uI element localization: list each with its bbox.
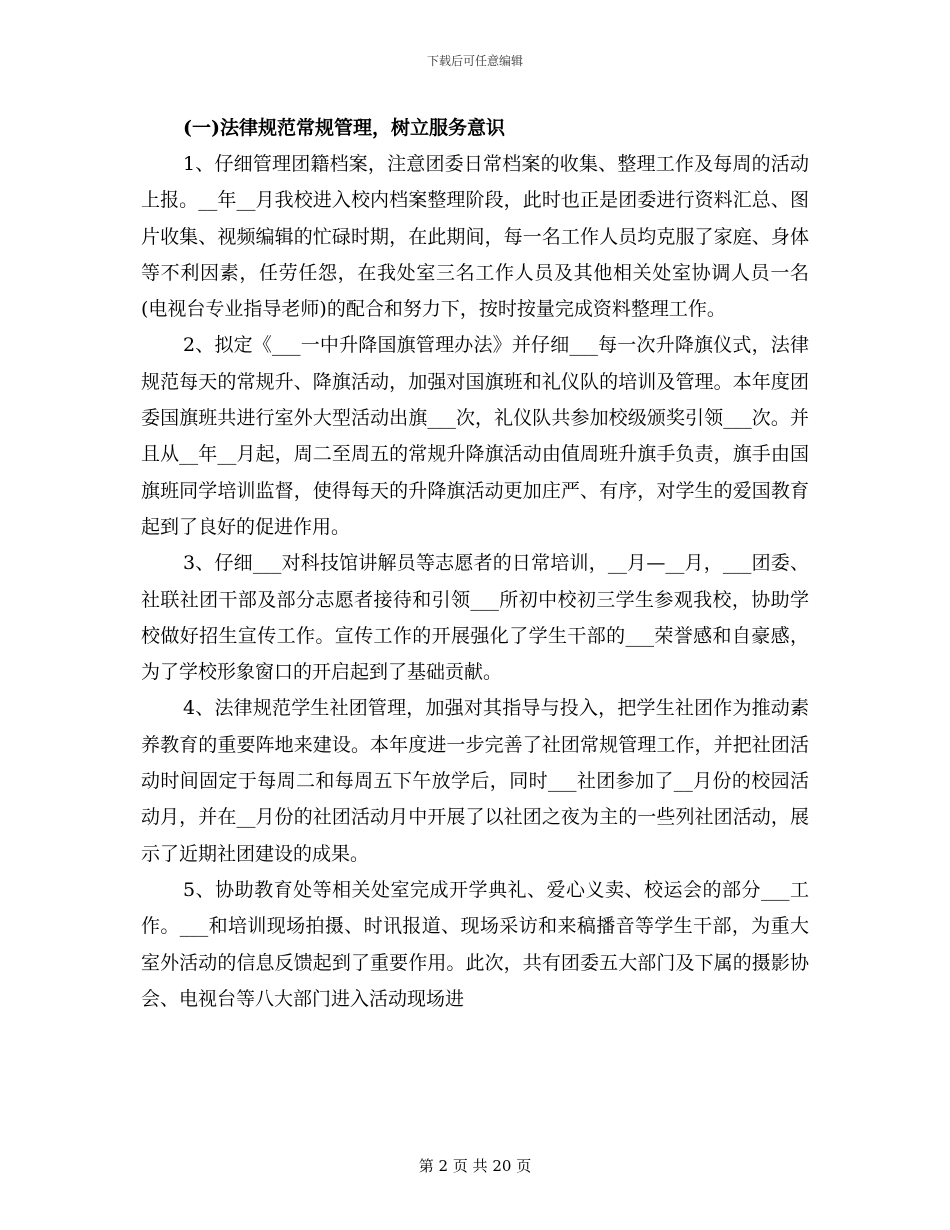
paragraph-4: 4、法律规范学生社团管理，加强对其指导与投入，把学生社团作为推动素养教育的重要阵地来建设。本年度进一步完善了社团常规管理工作，并把社团活动时间固定于每周二和每周五下午放学后，同时___社团参加了__月份的校园活动月，并在__月份的社团活动月中开展了以社团之夜为主的一些列社团活动，展示了近期社团建设的成果。 <box>141 697 809 865</box>
section-heading: (一)法律规范常规管理，树立服务意识 <box>183 117 505 139</box>
page-number-footer: 第 2 页 共 20 页 <box>418 1157 532 1175</box>
page-header-note: 下载后可任意编辑 <box>426 54 523 68</box>
document-body <box>141 110 809 1017</box>
paragraph-3: 3、仔细___对科技馆讲解员等志愿者的日常培训，__月—__月，___团委、社联社团干部及部分志愿者接待和引领___所初中校初三学生参观我校，协助学校做好招生宣传工作。宣传工作的开展强化了学生干部的___荣誉感和自豪感，为了学校形象窗口的开启起到了基础贡献。 <box>141 552 809 684</box>
paragraph-1: 1、仔细管理团籍档案，注意团委日常档案的收集、整理工作及每周的活动上报。__年__月我校进入校内档案整理阶段，此时也正是团委进行资料汇总、图片收集、视频编辑的忙碌时期，在此期间，每一名工作人员均克服了家庭、身体等不利因素，任劳任怨，在我处室三名工作人员及其他相关处室协调人员一名(电视台专业指导老师)的配合和努力下，按时按量完成资料整理工作。 <box>141 153 809 321</box>
paragraph-2: 2、拟定《___一中升降国旗管理办法》并仔细___每一次升降旗仪式，法律规范每天的常规升、降旗活动，加强对国旗班和礼仪队的培训及管理。本年度团委国旗班共进行室外大型活动出旗___次，礼仪队共参加校级颁奖引领___次。并且从__年__月起，周二至周五的常规升降旗活动由值周班升旗手负责，旗手由国旗班同学培训监督，使得每天的升降旗活动更加庄严、有序，对学生的爱国教育起到了良好的促进作用。 <box>141 334 809 538</box>
paragraph-5: 5、协助教育处等相关处室完成开学典礼、爱心义卖、校运会的部分___工作。___和培训现场拍摄、时讯报道、现场采访和来稿播音等学生干部，为重大室外活动的信息反馈起到了重要作用。此次，共有团委五大部门及下属的摄影协会、电视台等八大部门进入活动现场进 <box>141 878 809 1010</box>
